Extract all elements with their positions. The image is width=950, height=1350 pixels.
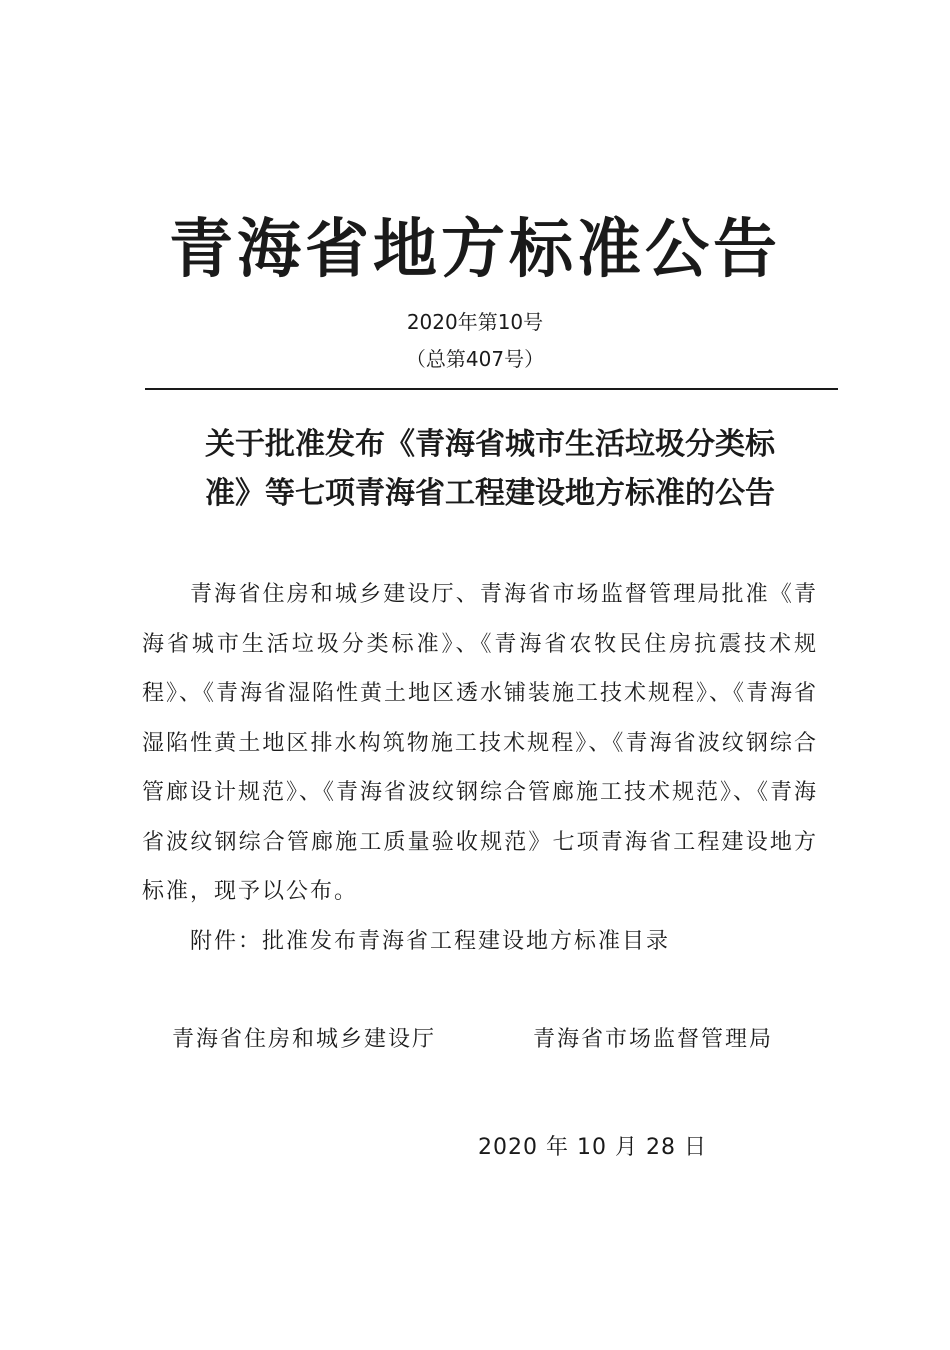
body-paragraph: 青海省住房和城乡建设厅、青海省市场监督管理局批准《青海省城市生活垃圾分类标准》、《青海省农牧民住房抗震技术规程》、《青海省湿陷性黄土地区透水铺装施工技术规程》、《青海省湿陷性黄土地区排水构筑物施工技术规程》、《青海省波纹钢综合管廊设计规范》、《青海省波纹钢综合管廊施工技术规范》、《青海省波纹钢综合管廊施工质量验收规范》七项青海省工程建设地方标准，现予以公布。 bbox=[142, 582, 819, 904]
attachment-line: 附件：批准发布青海省工程建设地方标准目录 bbox=[190, 928, 671, 954]
signer-housing-department: 青海省住房和城乡建设厅 bbox=[172, 1027, 437, 1052]
total-issue-number: （总第407号） bbox=[405, 347, 545, 371]
notice-body bbox=[142, 570, 818, 966]
notice-title bbox=[140, 420, 840, 518]
header-divider bbox=[145, 388, 838, 390]
page-title: 青海省地方标准公告 bbox=[169, 213, 781, 287]
notice-title-line-2: 准》等七项青海省工程建设地方标准的公告 bbox=[205, 476, 775, 511]
issue-date: 2020 年 10 月 28 日 bbox=[478, 1135, 707, 1160]
signer-market-regulation-bureau: 青海省市场监督管理局 bbox=[533, 1027, 774, 1052]
issue-number: 2020年第10号 bbox=[406, 310, 544, 334]
notice-title-line-1: 关于批准发布《青海省城市生活垃圾分类标 bbox=[205, 427, 775, 462]
